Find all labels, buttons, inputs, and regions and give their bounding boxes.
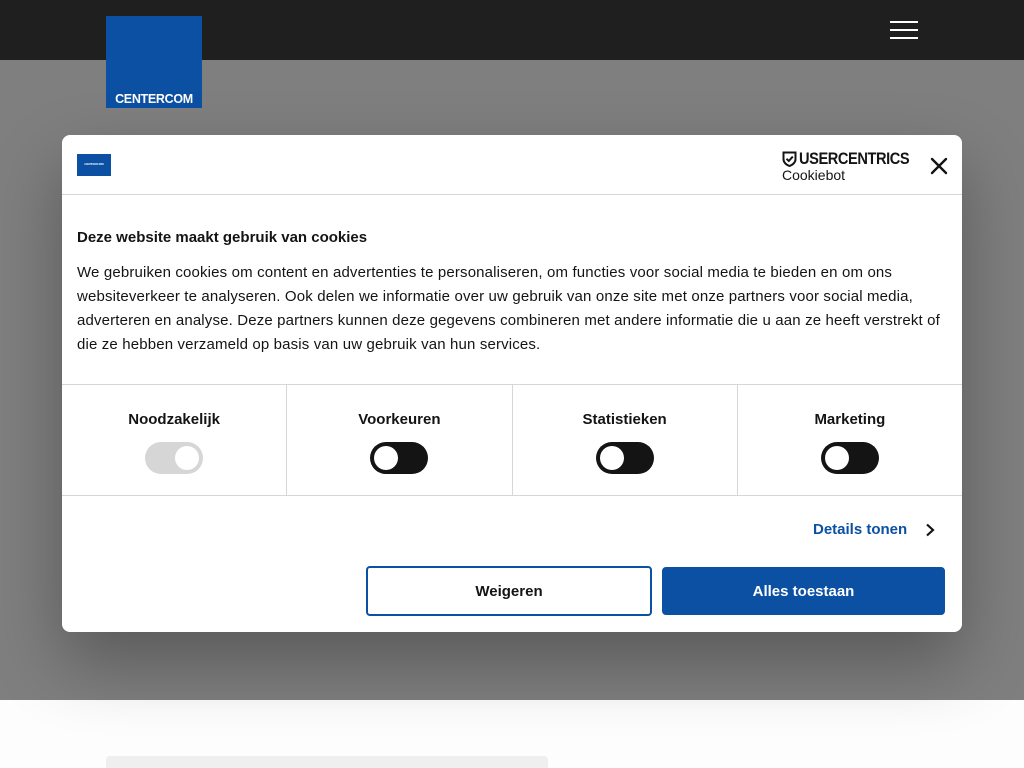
category-label: Marketing <box>814 411 886 428</box>
provider-product: Cookiebot <box>782 167 846 183</box>
show-details-link[interactable]: Details tonen <box>813 521 908 538</box>
dialog-title: Deze website maakt gebruik van cookies <box>77 229 368 246</box>
chevron-right-icon[interactable] <box>925 523 935 537</box>
logo-text: CENTERCOM <box>115 92 193 106</box>
cookie-consent-dialog <box>62 135 962 632</box>
category-label: Voorkeuren <box>358 411 441 428</box>
dialog-header <box>62 135 962 195</box>
centercom-mini-logo <box>77 154 111 176</box>
centercom-logo[interactable] <box>106 16 202 108</box>
consent-categories <box>62 384 962 496</box>
category-label: Noodzakelijk <box>128 411 220 428</box>
category-label: Statistieken <box>582 411 667 428</box>
necessary-toggle <box>145 442 203 474</box>
category-statistieken <box>513 385 738 495</box>
category-voorkeuren <box>287 385 512 495</box>
reject-button[interactable]: Weigeren <box>366 566 652 616</box>
category-noodzakelijk <box>62 385 287 495</box>
statistics-toggle[interactable] <box>596 442 654 474</box>
dialog-description: We gebruiken cookies om content en advertenties te personaliseren, om functies voor social media te bieden en om ons websiteverkeer te analyseren. Ook delen we informatie over uw gebruik van onze site met onze partners voor social media, adverteren en analyse. Deze partners kunnen deze gegevens combineren met andere informatie die u aan ze heeft verstrekt of die ze hebben verzameld op basis van uw gebruik van hun services. <box>77 264 940 353</box>
shield-check-icon <box>782 151 797 167</box>
close-icon[interactable] <box>930 157 948 175</box>
preferences-toggle[interactable] <box>370 442 428 474</box>
usercentrics-cookiebot-logo[interactable] <box>782 149 912 183</box>
provider-brand: USERCENTRICS <box>799 149 910 168</box>
marketing-toggle[interactable] <box>821 442 879 474</box>
content-card <box>106 756 548 768</box>
hamburger-menu-icon[interactable] <box>890 21 918 39</box>
category-marketing <box>738 385 962 495</box>
mini-logo-text: CENTERCOM <box>84 162 104 166</box>
dialog-body <box>77 229 947 357</box>
accept-all-button[interactable]: Alles toestaan <box>662 567 945 615</box>
